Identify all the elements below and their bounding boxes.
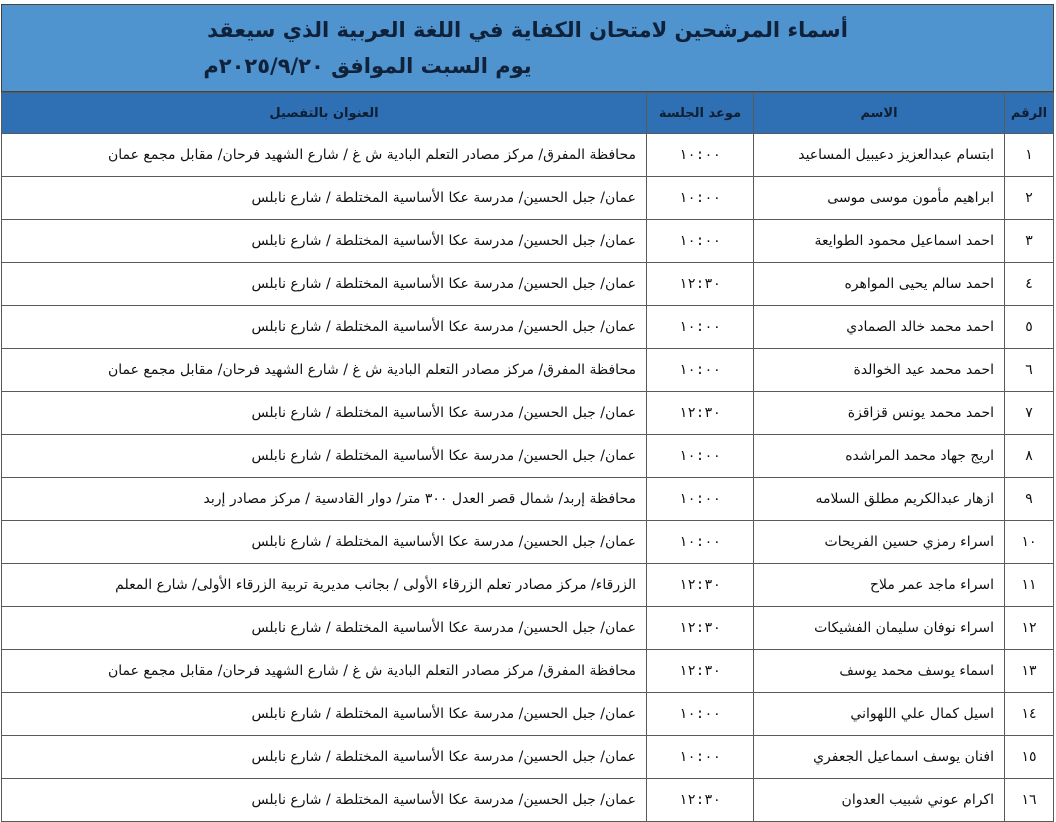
sheet-title: [1, 4, 1054, 92]
header-number: الرقم: [1005, 93, 1054, 134]
title-line-2: يوم السبت الموافق ٢٠٢٥/٩/٢٠م: [203, 54, 532, 78]
session-time: ١٠:٠٠: [647, 349, 754, 392]
row-number: ١٥: [1005, 736, 1054, 779]
candidate-name: احمد اسماعيل محمود الطوايعة: [754, 220, 1005, 263]
candidate-name: احمد سالم يحيى المواهره: [754, 263, 1005, 306]
candidate-name: اريج جهاد محمد المراشده: [754, 435, 1005, 478]
address-cell: محافظة المفرق/ مركز مصادر التعلم البادية ش غ / شارع الشهيد فرحان/ مقابل مجمع عمان: [2, 650, 647, 693]
address-cell: محافظة المفرق/ مركز مصادر التعلم البادية ش غ / شارع الشهيد فرحان/ مقابل مجمع عمان: [2, 134, 647, 177]
table-body: [2, 134, 1054, 822]
row-number: ١٦: [1005, 779, 1054, 822]
candidate-name: اسراء ماجد عمر ملاح: [754, 564, 1005, 607]
header-name: الاسم: [754, 93, 1005, 134]
candidates-table: [1, 92, 1054, 822]
row-number: ٨: [1005, 435, 1054, 478]
candidate-name: اسماء يوسف محمد يوسف: [754, 650, 1005, 693]
table-row: [2, 650, 1054, 693]
address-cell: عمان/ جبل الحسين/ مدرسة عكا الأساسية المختلطة / شارع نابلس: [2, 607, 647, 650]
session-time: ١٠:٠٠: [647, 220, 754, 263]
row-number: ٩: [1005, 478, 1054, 521]
candidate-name: ابراهيم مأمون موسى موسى: [754, 177, 1005, 220]
candidate-name: اسراء رمزي حسين الفريحات: [754, 521, 1005, 564]
candidate-name: ازهار عبدالكريم مطلق السلامه: [754, 478, 1005, 521]
candidate-name: احمد محمد يونس قزاقزة: [754, 392, 1005, 435]
candidate-name: احمد محمد خالد الصمادي: [754, 306, 1005, 349]
candidate-name: اكرام عوني شبيب العدوان: [754, 779, 1005, 822]
table-row: [2, 521, 1054, 564]
address-cell: عمان/ جبل الحسين/ مدرسة عكا الأساسية المختلطة / شارع نابلس: [2, 693, 647, 736]
table-row: [2, 306, 1054, 349]
table-header-row: [2, 93, 1054, 134]
table-row: [2, 263, 1054, 306]
table-row: [2, 220, 1054, 263]
address-cell: محافظة المفرق/ مركز مصادر التعلم البادية ش غ / شارع الشهيد فرحان/ مقابل مجمع عمان: [2, 349, 647, 392]
row-number: ٥: [1005, 306, 1054, 349]
row-number: ٧: [1005, 392, 1054, 435]
session-time: ١٢:٣٠: [647, 564, 754, 607]
session-time: ١٢:٣٠: [647, 650, 754, 693]
candidate-name: اسيل كمال علي اللهواني: [754, 693, 1005, 736]
table-row: [2, 478, 1054, 521]
address-cell: عمان/ جبل الحسين/ مدرسة عكا الأساسية المختلطة / شارع نابلس: [2, 263, 647, 306]
header-session: موعد الجلسة: [647, 93, 754, 134]
session-time: ١٠:٠٠: [647, 478, 754, 521]
row-number: ٦: [1005, 349, 1054, 392]
address-cell: عمان/ جبل الحسين/ مدرسة عكا الأساسية المختلطة / شارع نابلس: [2, 177, 647, 220]
row-number: ٤: [1005, 263, 1054, 306]
table-row: [2, 779, 1054, 822]
candidate-name: اسراء نوفان سليمان الفشيكات: [754, 607, 1005, 650]
row-number: ١٢: [1005, 607, 1054, 650]
candidate-name: افنان يوسف اسماعيل الجعفري: [754, 736, 1005, 779]
address-cell: عمان/ جبل الحسين/ مدرسة عكا الأساسية المختلطة / شارع نابلس: [2, 736, 647, 779]
session-time: ١٠:٠٠: [647, 693, 754, 736]
table-row: [2, 607, 1054, 650]
row-number: ١٣: [1005, 650, 1054, 693]
table-row: [2, 435, 1054, 478]
address-cell: عمان/ جبل الحسين/ مدرسة عكا الأساسية المختلطة / شارع نابلس: [2, 220, 647, 263]
candidates-sheet: [1, 4, 1054, 822]
table-row: [2, 693, 1054, 736]
address-cell: عمان/ جبل الحسين/ مدرسة عكا الأساسية المختلطة / شارع نابلس: [2, 306, 647, 349]
address-cell: محافظة إربد/ شمال قصر العدل ٣٠٠ متر/ دوار القادسية / مركز مصادر إربد: [2, 478, 647, 521]
session-time: ١٠:٠٠: [647, 736, 754, 779]
table-row: [2, 349, 1054, 392]
address-cell: عمان/ جبل الحسين/ مدرسة عكا الأساسية المختلطة / شارع نابلس: [2, 435, 647, 478]
row-number: ٢: [1005, 177, 1054, 220]
session-time: ١٠:٠٠: [647, 177, 754, 220]
session-time: ١٢:٣٠: [647, 263, 754, 306]
table-row: [2, 134, 1054, 177]
row-number: ١: [1005, 134, 1054, 177]
session-time: ١٠:٠٠: [647, 306, 754, 349]
session-time: ١٠:٠٠: [647, 435, 754, 478]
candidate-name: احمد محمد عيد الخوالدة: [754, 349, 1005, 392]
session-time: ١٠:٠٠: [647, 521, 754, 564]
table-row: [2, 736, 1054, 779]
title-line-1: أسماء المرشحين لامتحان الكفاية في اللغة العربية الذي سيعقد: [207, 18, 848, 42]
row-number: ٣: [1005, 220, 1054, 263]
session-time: ١٢:٣٠: [647, 779, 754, 822]
row-number: ١١: [1005, 564, 1054, 607]
table-row: [2, 392, 1054, 435]
address-cell: عمان/ جبل الحسين/ مدرسة عكا الأساسية المختلطة / شارع نابلس: [2, 521, 647, 564]
session-time: ١٢:٣٠: [647, 607, 754, 650]
candidate-name: ابتسام عبدالعزيز دعيبيل المساعيد: [754, 134, 1005, 177]
session-time: ١٢:٣٠: [647, 392, 754, 435]
table-row: [2, 564, 1054, 607]
header-address: العنوان بالتفصيل: [2, 93, 647, 134]
session-time: ١٠:٠٠: [647, 134, 754, 177]
row-number: ١٤: [1005, 693, 1054, 736]
address-cell: عمان/ جبل الحسين/ مدرسة عكا الأساسية المختلطة / شارع نابلس: [2, 779, 647, 822]
row-number: ١٠: [1005, 521, 1054, 564]
table-row: [2, 177, 1054, 220]
address-cell: عمان/ جبل الحسين/ مدرسة عكا الأساسية المختلطة / شارع نابلس: [2, 392, 647, 435]
address-cell: الزرقاء/ مركز مصادر تعلم الزرقاء الأولى / بجانب مديرية تربية الزرقاء الأولى/ شارع المعلم: [2, 564, 647, 607]
